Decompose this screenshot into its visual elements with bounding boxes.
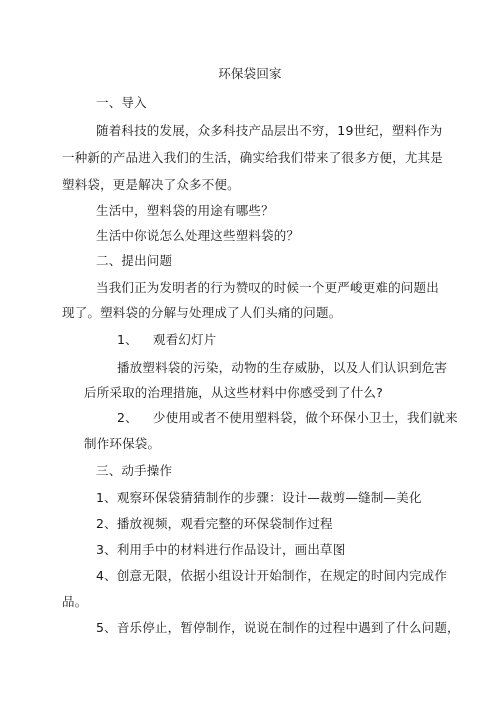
list-item-text: 观看幻灯片 <box>153 332 217 347</box>
document-title: 环保袋回家 <box>218 66 282 81</box>
list-item-text: 少使用或者不使用塑料袋，做个环保小卫士，我们就来 <box>153 410 458 425</box>
question-handling: 生活中你说怎么处理这些塑料袋的？ <box>96 228 300 243</box>
list-item-slides <box>117 332 217 348</box>
section-heading-intro: 一、导入 <box>96 95 147 110</box>
question-uses: 生活中，塑料袋的用途有哪些？ <box>96 203 274 218</box>
list-item-number: 2、 <box>117 410 138 425</box>
paragraph-intro-line-1: 随着科技的发展，众多科技产品层出不穷，19世纪，塑料作为 <box>96 123 443 138</box>
step-5: 5、音乐停止，暂停制作，说说在制作的过程中遇到了什么问题， <box>96 620 460 635</box>
paragraph-problem-line-1: 当我们正为发明者的行为赞叹的时候一个更严峻更难的问题出 <box>96 280 439 295</box>
paragraph-problem-line-2: 现了。塑料袋的分解与处理成了人们头痛的问题。 <box>62 305 342 320</box>
list-item-eco-bag <box>117 410 458 426</box>
step-4-line-2: 品。 <box>62 594 88 609</box>
step-1: 1、观察环保袋猜猜制作的步骤：设计—裁剪—缝制—美化 <box>96 490 422 505</box>
step-4-line-1: 4、创意无限，依据小组设计开始制作，在规定的时间内完成作 <box>96 568 448 583</box>
section-heading-problem: 二、提出问题 <box>96 253 173 268</box>
paragraph-intro-line-3: 塑料袋，更是解决了众多不便。 <box>62 177 240 192</box>
list-item-eco-bag-line-2: 制作环保袋。 <box>84 436 161 451</box>
paragraph-intro-line-2: 一种新的产品进入我们的生活，确实给我们带来了很多方便，尤其是 <box>62 150 444 165</box>
paragraph-pollution-line-1: 播放塑料袋的污染，动物的生存威胁，以及人们认识到危害 <box>117 360 448 375</box>
list-item-number: 1、 <box>117 332 138 347</box>
step-2: 2、播放视频，观看完整的环保袋制作过程 <box>96 516 333 531</box>
step-3: 3、利用手中的材料进行作品设计，画出草图 <box>96 542 346 557</box>
paragraph-pollution-line-2: 后所采取的治理措施，从这些材料中你感受到了什么? <box>84 385 383 400</box>
section-heading-practice: 三、动手操作 <box>96 463 173 478</box>
